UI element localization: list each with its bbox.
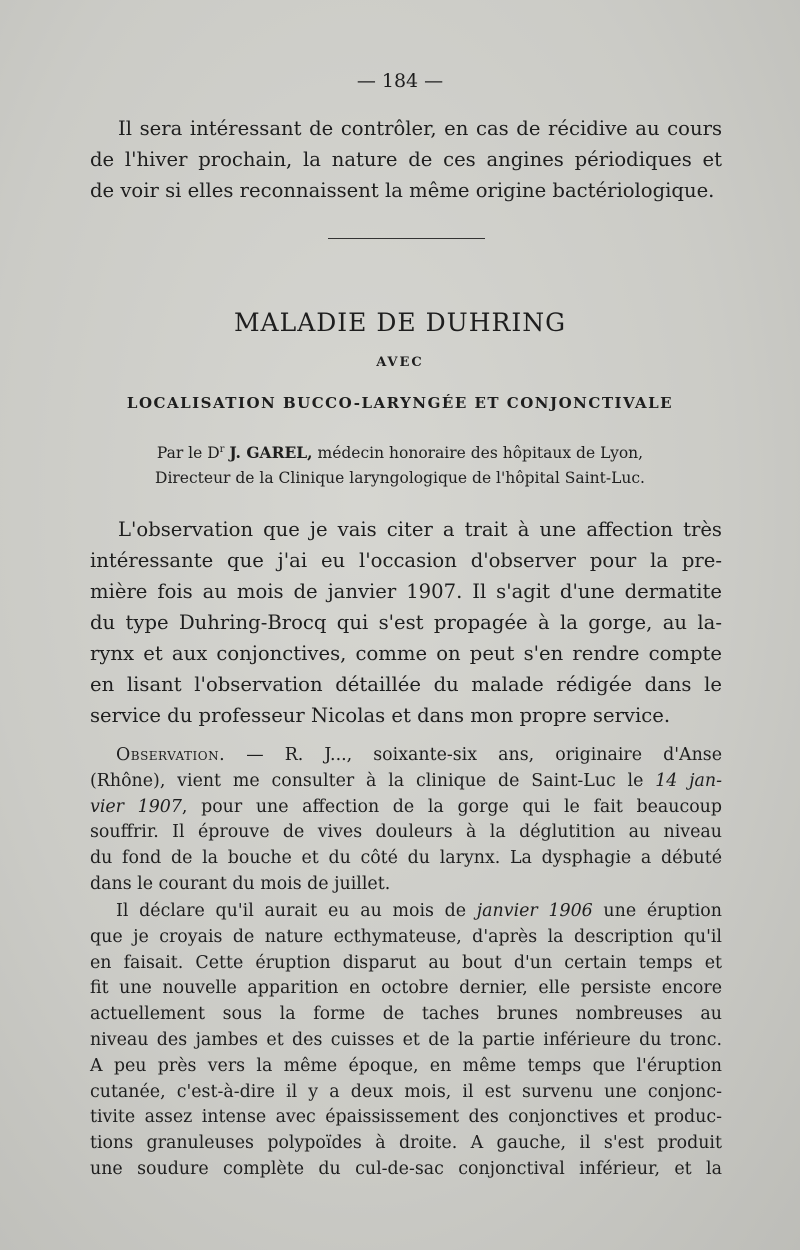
author-name: J. GAREL, <box>229 443 313 463</box>
byline-prefix: Par le D <box>156 444 220 463</box>
observation-date: 14 jan- <box>655 770 722 791</box>
intro-paragraph <box>90 113 722 206</box>
declare-line: tions granuleuses polypoïdes à droite. A gauche, il s'est produit <box>90 1133 722 1154</box>
declare-line: cutanée, c'est-à-dire il y a deux mois, il est survenu une conjonc- <box>90 1081 722 1102</box>
declare-line: actuellement sous la forme de taches brunes nombreuses au <box>90 1004 722 1025</box>
main-line: mière fois au mois de janvier 1907. Il s'agit d'une dermatite <box>90 580 722 603</box>
intro-line: Il sera intéressant de contrôler, en cas de récidive au cours <box>118 117 722 140</box>
byline-line-2: Directeur de la Clinique laryngologique de l'hôpital Saint-Luc. <box>155 469 645 488</box>
author-byline <box>0 437 800 491</box>
article-subtitle-avec: AVEC <box>376 355 424 370</box>
main-line: intéressante que j'ai eu l'occasion d'observer pour la pre- <box>90 549 722 572</box>
observation-paragraph <box>90 743 722 898</box>
declare-text: Il déclare qu'il aurait eu au mois de <box>116 901 477 921</box>
declare-line: A peu près vers la même époque, en même temps que l'éruption <box>90 1055 722 1076</box>
article-subtitle: LOCALISATION BUCCO-LARYNGÉE ET CONJONCTIVALE <box>126 394 674 412</box>
declare-line: niveau des jambes et des cuisses et de la partie inférieure du tronc. <box>90 1029 722 1050</box>
main-line: du type Duhring-Brocq qui s'est propagée à la gorge, au la- <box>90 611 722 634</box>
main-line: rynx et aux conjonctives, comme on peut s'en rendre compte <box>90 642 722 665</box>
author-affiliation: médecin honoraire des hôpitaux de Lyon, <box>312 444 644 463</box>
declare-line: une soudure complète du cul-de-sac conjonctival inférieur, et la <box>90 1158 722 1179</box>
declare-line: en faisait. Cette éruption disparut au bout d'un certain temps et <box>90 952 722 973</box>
observation-date: vier 1907 <box>90 796 182 817</box>
byline-sup: r <box>219 444 225 455</box>
declare-text: une éruption <box>592 901 722 921</box>
observation-label: Observation. <box>116 745 226 765</box>
main-line: service du professeur Nicolas et dans mon propre service. <box>90 704 671 727</box>
observation-line: souffrir. Il éprouve de vives douleurs à la déglutition au niveau <box>90 822 722 843</box>
declare-line: que je croyais de nature ecthymateuse, d'après la description qu'il <box>90 926 722 947</box>
article-title: MALADIE DE DUHRING <box>233 308 567 337</box>
observation-line: dans le courant du mois de juillet. <box>90 873 391 894</box>
declare-line: fit une nouvelle apparition en octobre dernier, elle persiste encore <box>90 978 722 999</box>
byline-line-1 <box>0 437 800 466</box>
main-line: en lisant l'observation détaillée du malade rédigée dans le <box>90 673 722 696</box>
declare-date: janvier 1906 <box>476 901 593 921</box>
main-paragraph <box>90 514 722 731</box>
main-line: L'observation que je vais citer a trait à une affection très <box>118 518 722 541</box>
observation-text: , pour une affection de la gorge qui le fait beaucoup <box>181 796 722 817</box>
section-divider <box>328 238 485 239</box>
page-number: — 184 — <box>356 70 444 92</box>
declare-paragraph <box>90 899 722 1183</box>
declare-line: tivite assez intense avec épaississement des conjonctives et produc- <box>90 1107 722 1128</box>
observation-line: du fond de la bouche et du côté du larynx. La dysphagie a débuté <box>90 848 722 869</box>
intro-line: de voir si elles reconnaissent la même origine bactériologique. <box>90 179 715 202</box>
intro-line: de l'hiver prochain, la nature de ces angines périodiques et <box>90 148 722 171</box>
observation-text: (Rhône), vient me consulter à la clinique de Saint-Luc le <box>90 770 656 791</box>
observation-text: — R. J..., soixante-six ans, originaire d'Anse <box>225 745 722 765</box>
